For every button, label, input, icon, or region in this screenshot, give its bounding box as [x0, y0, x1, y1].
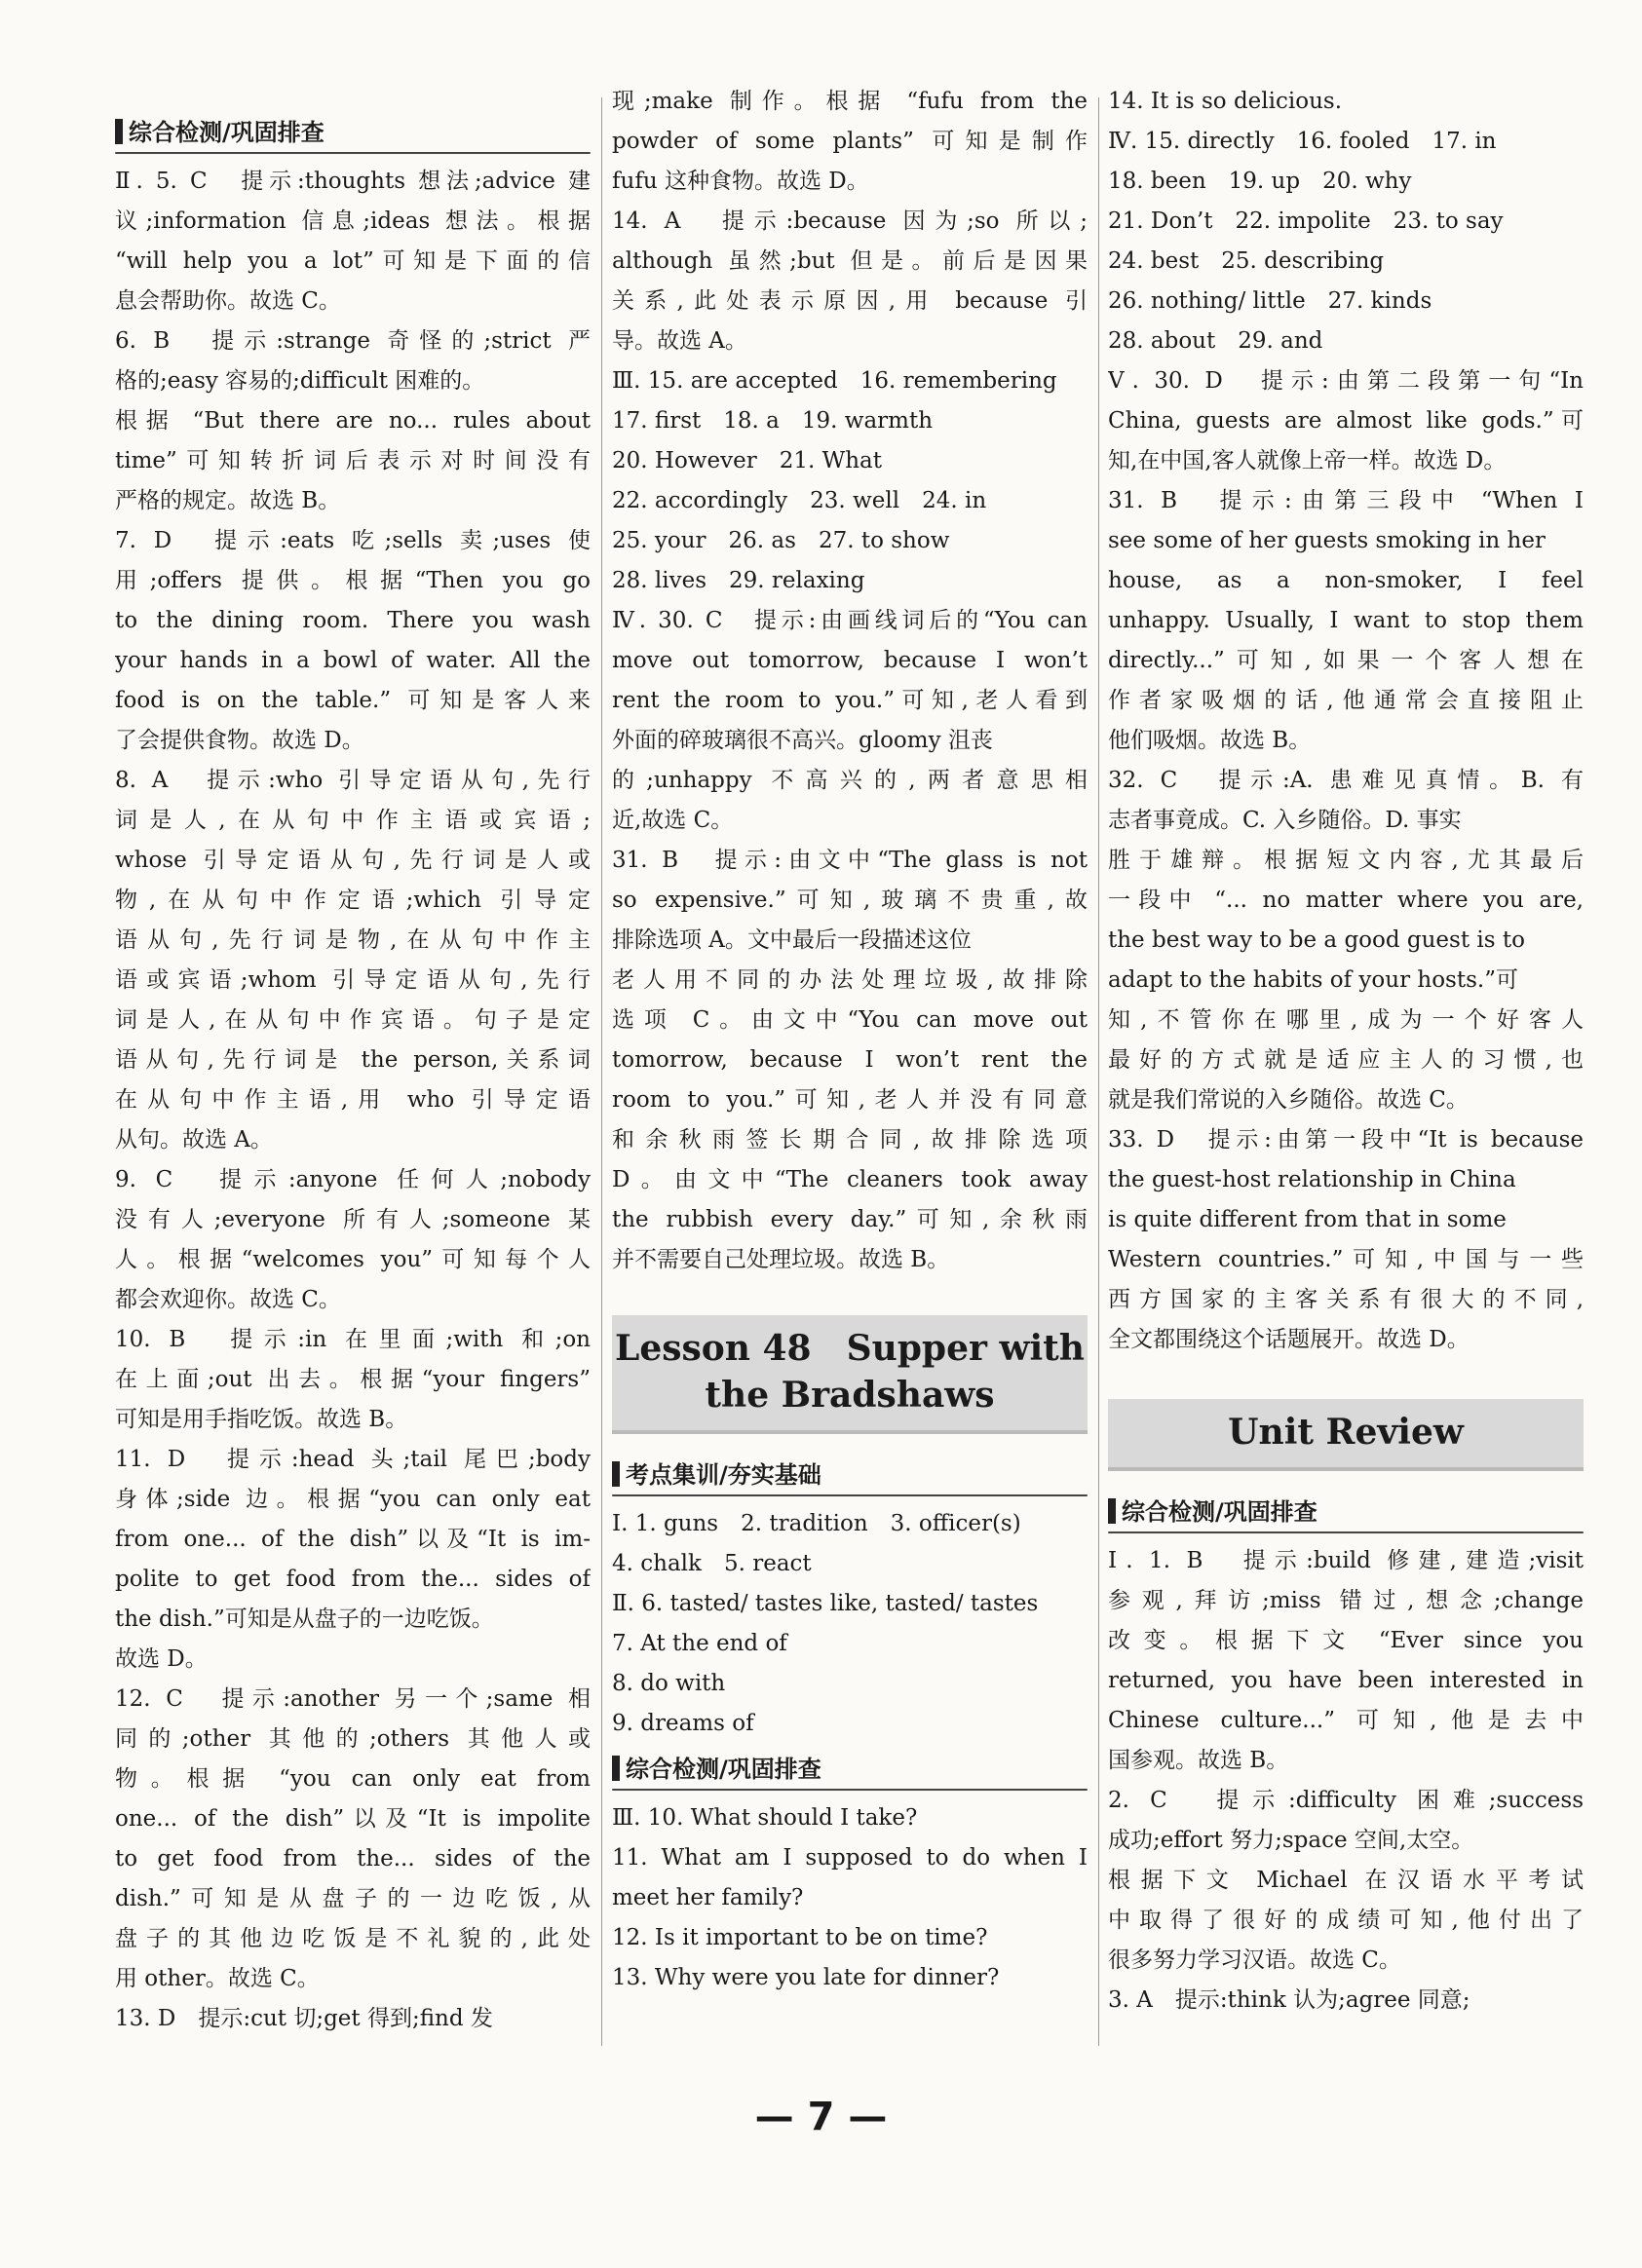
answer-text [612, 1504, 1088, 1744]
answer-text [612, 1798, 1088, 1998]
text-line: D。由文中“The cleaners took away [612, 1167, 1088, 1192]
text-line: the dish.”可知是从盘子的一边吃饭。 [115, 1606, 494, 1632]
text-line: 20. However 21. What [612, 448, 882, 473]
text-line: 故选 D。 [115, 1646, 208, 1672]
text-line: 根据下文 Michael 在汉语水平考试 [1108, 1868, 1584, 1893]
text-line: is quite different from that in some [1108, 1207, 1507, 1232]
section-rule [1108, 1531, 1584, 1533]
section-marker [1108, 1498, 1116, 1524]
text-line: 根据 “But there are no... rules about [115, 408, 591, 434]
text-line: 17. first 18. a 19. warmth [612, 408, 934, 434]
section-title: 综合检测/巩固排查 [1122, 1498, 1317, 1526]
text-line: 盘子的其他边吃饭是不礼貌的,此处 [115, 1926, 591, 1951]
text-line: 18. been 19. up 20. why [1108, 169, 1412, 194]
text-line: 26. nothing/ little 27. kinds [1108, 288, 1432, 314]
text-line: Ⅳ. 30. C 提示:由画线词后的“You can [612, 608, 1088, 633]
text-line: 11. What am I supposed to do when I [612, 1845, 1088, 1871]
text-line: polite to get food from the... sides of [115, 1567, 591, 1592]
text-line: 11. D 提示:head 头;tail 尾巴;body [115, 1447, 591, 1472]
text-line: 8. do with [612, 1671, 726, 1696]
text-line: rent the room to you.”可知,老人看到 [612, 688, 1088, 713]
text-line: food is on the table.” 可知是客人来 [115, 688, 591, 713]
text-line: 严格的规定。故选 B。 [115, 488, 341, 513]
text-line: 可知是用手指吃饭。故选 B。 [115, 1407, 408, 1432]
text-line: 词是人,在从句中作宾语。句子是定 [115, 1007, 591, 1033]
text-line: directly...”可知,如果一个客人想在 [1108, 648, 1584, 673]
text-line: the best way to be a good guest is to [1108, 927, 1525, 953]
section-rule [612, 1494, 1088, 1496]
text-line: 在上面;out 出去。根据“your fingers” [115, 1367, 591, 1392]
text-line: 外面的碎玻璃很不高兴。gloomy 沮丧 [612, 728, 993, 753]
text-line: Ⅲ. 10. What should I take? [612, 1805, 918, 1831]
section-rule [115, 152, 591, 154]
text-line: 13. D 提示:cut 切;get 得到;find 发 [115, 2006, 493, 2031]
column-3 [1108, 89, 1584, 2021]
text-line: 4. chalk 5. react [612, 1551, 812, 1576]
text-line: 最好的方式就是适应主人的习惯,也 [1108, 1047, 1584, 1073]
unit-review-title: Unit Review [1228, 1412, 1464, 1453]
text-line: 知,在中国,客人就像上帝一样。故选 D。 [1108, 448, 1507, 473]
text-line: tomorrow, because I won’t rent the [612, 1047, 1088, 1073]
text-line: 12. Is it important to be on time? [612, 1925, 988, 1950]
text-line: 都会欢迎你。故选 C。 [115, 1287, 341, 1312]
text-line: 14. It is so delicious. [1108, 89, 1343, 114]
text-line: powder of some plants” 可知是制作 [612, 129, 1088, 154]
text-line: the guest-host relationship in China [1108, 1167, 1516, 1192]
text-line: China, guests are almost like gods.”可 [1108, 408, 1584, 434]
text-line: 2. C 提示:difficulty 困难;success [1108, 1788, 1584, 1813]
text-line: to get food from the... sides of the [115, 1846, 591, 1871]
text-line: 格的;easy 容易的;difficult 困难的。 [115, 368, 485, 394]
text-line: Ⅳ. 15. directly 16. fooled 17. in [1108, 129, 1497, 154]
section-header [115, 113, 591, 154]
text-line: your hands in a bowl of water. All the [115, 648, 591, 673]
text-line: 人。根据“welcomes you”可知每个人 [115, 1247, 591, 1272]
text-line: 的;unhappy 不高兴的,两者意思相 [612, 768, 1088, 793]
text-line: 排除选项 A。文中最后一段描述这位 [612, 927, 972, 953]
unit-review-banner [1108, 1399, 1584, 1471]
section-title: 考点集训/夯实基础 [626, 1461, 821, 1489]
text-line: 一段中 “... no matter where you are, [1108, 888, 1584, 913]
text-line: 用;offers 提供。根据“Then you go [115, 568, 591, 593]
text-line: the rubbish every day.”可知,余秋雨 [612, 1207, 1088, 1232]
text-line: 导。故选 A。 [612, 328, 747, 354]
text-line: to the dining room. There you wash [115, 608, 591, 633]
text-line: 24. best 25. describing [1108, 248, 1385, 274]
text-line: 近,故选 C。 [612, 808, 734, 833]
text-line: 语或宾语;whom 引导定语从句,先行 [115, 967, 591, 993]
text-line: 成功;effort 努力;space 空间,太空。 [1108, 1828, 1474, 1853]
text-line: “will help you a lot”可知是下面的信 [115, 248, 591, 274]
text-line: 33. D 提示:由第一段中“It is because [1108, 1127, 1584, 1153]
section-marker [612, 1756, 620, 1781]
lesson-title-line-1: Lesson 48 Supper with [615, 1328, 1085, 1369]
answer-text [612, 82, 1088, 1280]
text-line: 知,不管你在哪里,成为一个好客人 [1108, 1007, 1584, 1033]
text-line: one... of the dish”以及“It is impolite [115, 1806, 591, 1832]
text-line: 和余秋雨签长期合同,故排除选项 [612, 1127, 1088, 1153]
column-divider [601, 97, 602, 2046]
text-line: see some of her guests smoking in her [1108, 528, 1546, 553]
text-line: 他们吸烟。故选 B。 [1108, 728, 1312, 753]
text-line: Western countries.”可知,中国与一些 [1108, 1247, 1584, 1272]
section-header [612, 1455, 1088, 1496]
text-line: so expensive.”可知,玻璃不贵重,故 [612, 888, 1088, 913]
text-line: 在从句中作主语,用 who 引导定语 [115, 1087, 591, 1113]
text-line: fufu 这种食物。故选 D。 [612, 169, 869, 194]
text-line: 语从句,先行词是物,在从句中作主 [115, 927, 591, 953]
text-line: 28. about 29. and [1108, 328, 1323, 354]
text-line: Ⅱ. 6. tasted/ tastes like, tasted/ tastes [612, 1591, 1039, 1616]
text-line: 32. C 提示:A. 患难见真情。B. 有 [1108, 768, 1584, 793]
text-line: move out tomorrow, because I won’t [612, 648, 1088, 673]
answer-text [115, 162, 591, 2039]
text-line: from one... of the dish”以及“It is im- [115, 1527, 591, 1552]
text-line: 作者家吸烟的话,他通常会直接阻止 [1108, 688, 1584, 713]
page-number: — 7 — [754, 2095, 888, 2139]
text-line: 了会提供食物。故选 D。 [115, 728, 364, 753]
text-line: 议;information 信息;ideas 想法。根据 [115, 208, 591, 234]
text-line: 西方国家的主客关系有很大的不同, [1108, 1287, 1584, 1312]
section-marker [115, 119, 123, 144]
text-line: dish.”可知是从盘子的一边吃饭,从 [115, 1886, 591, 1911]
column-divider [1098, 97, 1099, 2046]
text-line: 没有人;everyone 所有人;someone 某 [115, 1207, 591, 1232]
text-line: 国参观。故选 B。 [1108, 1748, 1289, 1773]
text-line: 22. accordingly 23. well 24. in [612, 488, 987, 513]
text-line: room to you.”可知,老人并没有同意 [612, 1087, 1088, 1113]
text-line: 14. A 提示:because 因为;so 所以; [612, 208, 1088, 234]
text-line: 息会帮助你。故选 C。 [115, 288, 341, 314]
text-line: house, as a non-smoker, I feel [1108, 568, 1584, 593]
text-line: whose 引导定语从句,先行词是人或 [115, 848, 591, 873]
text-line: Ⅲ. 15. are accepted 16. remembering [612, 368, 1057, 394]
text-line: 老人用不同的办法处理垃圾,故排除 [612, 967, 1088, 993]
section-title: 综合检测/巩固排查 [626, 1756, 821, 1783]
text-line: 25. your 26. as 27. to show [612, 528, 950, 553]
text-line: 物,在从句中作定语;which 引导定 [115, 888, 591, 913]
text-line: 3. A 提示:think 认为;agree 同意; [1108, 1987, 1470, 2013]
section-header [1108, 1493, 1584, 1533]
text-line: 语从句,先行词是 the person,关系词 [115, 1047, 591, 1073]
text-line: 13. Why were you late for dinner? [612, 1965, 1000, 1990]
text-line: 选项 C。由文中“You can move out [612, 1007, 1088, 1033]
text-line: adapt to the habits of your hosts.”可 [1108, 967, 1518, 993]
text-line: Ⅰ. 1. B 提示:build 修建,建造;visit [1108, 1548, 1584, 1573]
text-line: 21. Don’t 22. impolite 23. to say [1108, 208, 1504, 234]
section-marker [612, 1461, 620, 1487]
text-line: 28. lives 29. relaxing [612, 568, 865, 593]
text-line: 志者事竟成。C. 入乡随俗。D. 事实 [1108, 808, 1462, 833]
text-line: 9. C 提示:anyone 任何人;nobody [115, 1167, 591, 1192]
text-line: 物。根据 “you can only eat from [115, 1766, 591, 1792]
text-line: 现;make 制作。根据 “fufu from the [612, 89, 1088, 114]
column-1 [115, 109, 591, 2039]
section-title: 综合检测/巩固排查 [129, 119, 325, 146]
text-line: Ⅰ. 1. guns 2. tradition 3. officer(s) [612, 1511, 1021, 1536]
text-line: 胜于雄辩。根据短文内容,尤其最后 [1108, 848, 1584, 873]
text-line: 用 other。故选 C。 [115, 1966, 320, 1991]
section-rule [612, 1789, 1088, 1791]
text-line: Chinese culture...” 可知,他是去中 [1108, 1708, 1584, 1733]
text-line: 9. dreams of [612, 1711, 754, 1736]
text-line: although 虽然;but 但是。前后是因果 [612, 248, 1088, 274]
text-line: 中取得了很好的成绩可知,他付出了 [1108, 1908, 1584, 1933]
text-line: 参观,拜访;miss 错过,想念;change [1108, 1588, 1584, 1613]
lesson-banner [612, 1315, 1088, 1434]
text-line: 关系,此处表示原因,用 because 引 [612, 288, 1088, 314]
text-line: unhappy. Usually, I want to stop them [1108, 608, 1584, 633]
text-line: 很多努力学习汉语。故选 C。 [1108, 1947, 1401, 1973]
text-line: 改变。根据下文 “Ever since you [1108, 1628, 1584, 1653]
column-2 [612, 89, 1088, 1998]
text-line: Ⅱ. 5. C 提示:thoughts 想法;advice 建 [115, 169, 591, 194]
text-line: 31. B 提示:由第三段中 “When I [1108, 488, 1584, 513]
text-line: 31. B 提示:由文中“The glass is not [612, 848, 1088, 873]
lesson-title-line-2: the Bradshaws [705, 1375, 995, 1416]
text-line: 10. B 提示:in 在里面;with 和;on [115, 1327, 591, 1352]
text-line: time”可知转折词后表示对时间没有 [115, 448, 591, 473]
text-line: 词是人,在从句中作主语或宾语; [115, 808, 591, 833]
text-line: meet her family? [612, 1885, 804, 1910]
text-line: 从句。故选 A。 [115, 1127, 273, 1153]
text-line: 就是我们常说的入乡随俗。故选 C。 [1108, 1087, 1469, 1113]
section-header [612, 1750, 1088, 1791]
text-line: 身体;side 边。根据“you can only eat [115, 1487, 591, 1512]
text-line: 并不需要自己处理垃圾。故选 B。 [612, 1247, 950, 1272]
text-line: returned, you have been interested in [1108, 1668, 1584, 1693]
text-line: 8. A 提示:who 引导定语从句,先行 [115, 768, 591, 793]
text-line: 6. B 提示:strange 奇怪的;strict 严 [115, 328, 591, 354]
answer-text [1108, 1541, 1584, 2021]
text-line: 全文都围绕这个话题展开。故选 D。 [1108, 1327, 1470, 1352]
text-line: 12. C 提示:another 另一个;same 相 [115, 1686, 591, 1712]
text-line: 7. D 提示:eats 吃;sells 卖;uses 使 [115, 528, 591, 553]
text-line: 7. At the end of [612, 1631, 787, 1656]
text-line: Ⅴ. 30. D 提示:由第二段第一句“In [1108, 368, 1584, 394]
text-line: 同的;other 其他的;others 其他人或 [115, 1726, 591, 1752]
answer-text [1108, 82, 1584, 1360]
